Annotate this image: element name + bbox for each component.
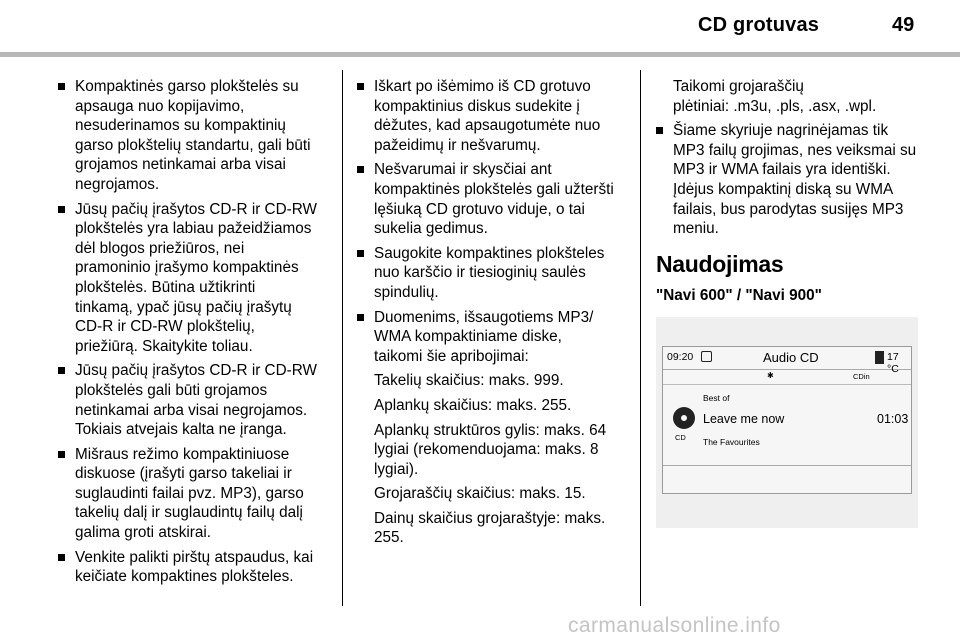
continuation-text: Taikomi grojaraščių plėtiniai: .m3u, .pls, .asx, .wpl. — [673, 78, 877, 115]
watermark: carmanualsonline.info — [568, 614, 781, 637]
limit-item: Grojaraščių skaičius: maks. 15. — [374, 485, 586, 503]
screen-sub-bar — [663, 370, 911, 385]
source-icon — [701, 351, 712, 362]
limit-item: Takelių skaičius: maks. 999. — [374, 372, 564, 390]
phone-icon — [875, 351, 884, 364]
bullet-square-icon — [656, 127, 663, 134]
column-divider — [342, 70, 343, 606]
limit-item: Aplankų skaičius: maks. 255. — [374, 396, 572, 414]
section-heading: Naudojimas — [656, 250, 784, 277]
limit-item: Dainų skaičius grojaraštyje: maks. 255. — [374, 509, 606, 547]
artist-name: The Favourites — [703, 437, 760, 447]
infotainment-screen — [662, 346, 912, 494]
list-item: Jūsų pačių įrašytos CD-R ir CD-RW plokštelės yra labiau pažeidžiamos dėl blogos priežiūros, nei pramoninio įrašymo kompaktinės plokštelės. Būtina užtikrinti tinkamą, ypač jūsų pačių įrašytų CD-R ir CD-RW plokštelių, priežiūrą. Skaitykite toliau. — [58, 200, 330, 357]
list-item: Nešvarumai ir skysčiai ant kompaktinės plokštelės gali užteršti lęšiuką CD grotuvo viduje, o tai sukelia gedimus. — [357, 160, 627, 238]
bullet-square-icon — [357, 83, 364, 90]
screen-status-bar — [663, 347, 911, 375]
header-rule — [0, 52, 960, 57]
bullet-square-icon — [357, 314, 364, 321]
album-name: Best of — [703, 393, 730, 403]
list-item: Mišraus režimo kompaktiniuose diskuose (įrašyti garso takeliai ir suglaudinti failai pvz. MP3), garso takelių dalį ir suglaudintų failų dalį galima groti atskirai. — [58, 445, 330, 543]
chapter-title: CD grotuvas — [698, 14, 820, 36]
column-1 — [58, 77, 330, 592]
bullet-square-icon — [58, 206, 65, 213]
limit-item: Aplankų struktūros gylis: maks. 64 lygiai (rekomenduojama: maks. 8 lygiai). — [374, 421, 607, 478]
bullet-square-icon — [58, 83, 65, 90]
bullet-square-icon — [58, 367, 65, 374]
bullet-square-icon — [58, 554, 65, 561]
screen-temperature: 17 °C — [887, 351, 899, 375]
disc-label: CD — [675, 433, 686, 442]
track-time: 01:03 — [877, 412, 909, 426]
subsection-heading: "Navi 600" / "Navi 900" — [656, 287, 822, 305]
list-item: Kompaktinės garso plokštelės su apsauga nuo kopijavimo, nesuderinamos su kompaktinių garso plokštelių standartu, gali būti grojamos netinkamai arba visai negrojamos. — [58, 77, 330, 195]
disc-icon — [673, 407, 695, 429]
track-name: Leave me now — [703, 412, 785, 426]
list-item: Saugokite kompaktines plokšteles nuo karščio ir tiesioginių saulės spindulių. — [357, 244, 627, 303]
display-screenshot — [656, 317, 918, 528]
bullet-square-icon — [58, 451, 65, 458]
list-item: Iškart po išėmimo iš CD grotuvo kompaktinius diskus sudekite į dėžutes, kad apsaugotumėte nuo pažeidimų ir nešvarumų. — [357, 77, 627, 155]
screen-title: Audio CD — [763, 350, 819, 365]
bullet-square-icon — [357, 166, 364, 173]
screen-footer-rule — [663, 465, 911, 466]
column-divider — [640, 70, 641, 606]
column-2 — [357, 77, 627, 553]
list-item: Duomenims, išsaugotiems MP3/ WMA kompaktiniame diske, taikomi šie apribojimai: — [357, 308, 627, 367]
page-number: 49 — [892, 14, 915, 36]
bluetooth-icon: ✱ — [767, 371, 774, 380]
screen-clock: 09:20 — [667, 351, 694, 363]
bullet-square-icon — [357, 250, 364, 257]
list-item: Venkite palikti pirštų atspaudus, kai keičiate kompaktines plokšteles. — [58, 548, 330, 587]
column-3 — [656, 77, 928, 320]
source-label: CDin — [853, 372, 870, 381]
list-item: Jūsų pačių įrašytos CD-R ir CD-RW plokštelės gali būti grojamos netinkamai arba visai negrojamos. Tokiais atvejais kalta ne įranga. — [58, 361, 330, 439]
list-item: Šiame skyriuje nagrinėjamas tik MP3 failų grojimas, nes veiksmai su MP3 ir WMA failais yra identiški. Įdėjus kompaktinį diską su WMA failais, bus parodytas susijęs MP3 meniu. — [656, 121, 928, 239]
